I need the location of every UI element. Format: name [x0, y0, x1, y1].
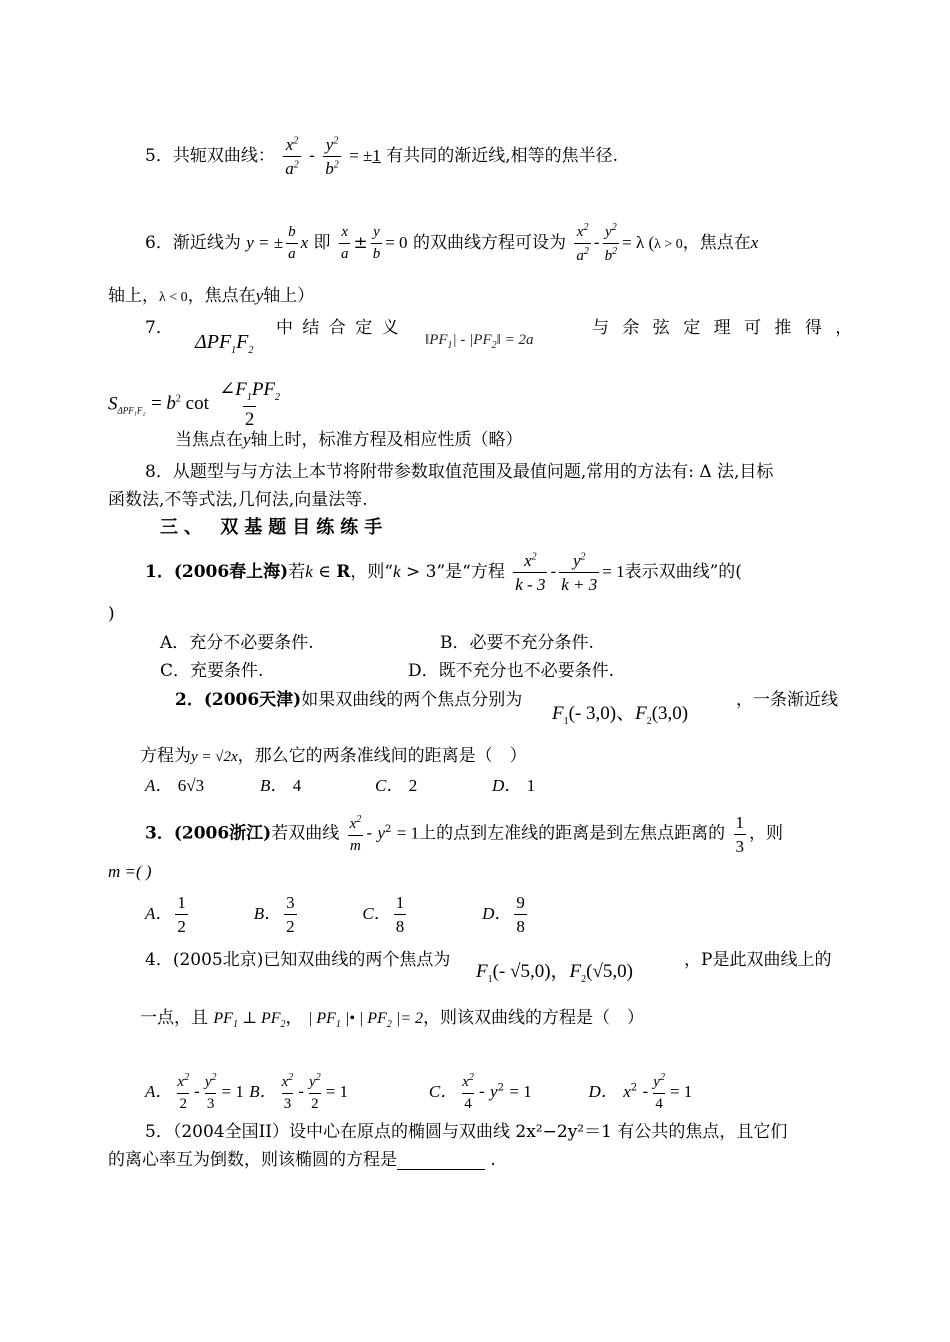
fraction: $\frac{1}{8}$	[395, 893, 405, 936]
q4-option-a[interactable]: A． $\frac{x^2}{2}$ - $\frac{y^2}{3}$ = 1	[145, 1071, 244, 1112]
q4-tail: ，P是此双曲线上的	[684, 950, 832, 970]
fraction: $\frac{y^2}{b^2}$	[325, 135, 339, 178]
q1-option-d[interactable]: D．既不充分也不必要条件.	[408, 661, 615, 681]
item7-note: 当焦点在y轴上时，标准方程及相应性质（略）	[175, 430, 523, 450]
fraction: $\frac{x^2}{3}$	[281, 1071, 294, 1112]
fraction: $\frac{x^2}{4}$	[462, 1071, 474, 1112]
fraction: $\frac{x^2}{a^2}$	[285, 135, 299, 178]
q3-options	[145, 888, 530, 940]
item8-line2: 函数法,不等式法,几何法,向量法等.	[108, 490, 368, 510]
q4-option-c[interactable]: C． $\frac{x^2}{4}$ - $y^2 = 1$	[428, 1071, 532, 1112]
fraction: $\frac{y}{b}$	[372, 224, 381, 262]
fraction: $\frac{x^2}{a^2}$	[576, 222, 589, 264]
item7-text2: 与 余 弦 定 理 可 推 得 ，	[592, 318, 857, 338]
q4-options	[145, 1062, 692, 1118]
q3-option-b[interactable]: B． $\frac{3}{2}$	[253, 893, 295, 936]
q2-tail: ，一条渐近线	[736, 690, 838, 710]
answer-blank[interactable]	[397, 1153, 485, 1170]
q4-line1: 4．(2005北京)已知双曲线的两个焦点为	[145, 950, 451, 970]
fraction: $\frac{y^2}{2}$	[309, 1071, 321, 1112]
fraction: $\frac{1}{2}$	[177, 893, 186, 936]
item6-line1: 6．渐近线为 y = ± $\frac{b}{a}$ x 即 $\frac{x}{a}$ ± $\frac{y}{b}$ = 0 的双曲线方程可设为 $\frac{x^2}{a^2}$ - $\frac{y^2}{b^2}$ = λ (λ > 0，焦点在x	[145, 222, 759, 264]
item6-line2: 轴上，λ < 0，焦点在y轴上）	[108, 286, 315, 306]
q3-line1: 3．(2006浙江)若双曲线 $\frac{x^2}{m}$ - $y^2 = 1$上的点到左准线的距离是到左焦点距离的 $\frac{1}{3}$ ，则	[145, 812, 784, 856]
fraction: $\frac{9}{8}$	[516, 893, 525, 936]
fraction: $\frac{y^2}{3}$	[204, 1071, 217, 1112]
q2-option-a[interactable]: A． 6√3	[145, 776, 205, 795]
item8-line1: 8．从题型与与方法上本节将附带参数取值范围及最值问题,常用的方法有: Δ 法,目标	[145, 462, 774, 482]
q2-line2: 方程为y = √2x，那么它的两条准线间的距离是（ ）	[140, 746, 527, 766]
q4-option-b[interactable]: B． $\frac{x^2}{3}$ - $\frac{y^2}{2}$ = 1	[249, 1071, 349, 1112]
q2-line1: 2．(2006天津)如果双曲线的两个焦点分别为	[175, 690, 523, 710]
fraction: $\frac{x^2}{2}$	[177, 1071, 190, 1112]
section-title: 三、 双基题目练练手	[160, 517, 389, 538]
q3-option-a[interactable]: A． $\frac{1}{2}$	[145, 893, 186, 936]
q1-line1: 1．(2006春上海)若k ∈ R，则“k > 3”是“方程 $\frac{x^2}{k - 3}$ - $\frac{y^2}{k + 3}$ = 1表示双曲线”的(	[145, 551, 742, 594]
fraction: $\frac{1}{3}$	[735, 812, 745, 856]
q4-line2: 一点，且 $PF_1$ ⊥ $PF_2$， | $PF_1$ |• | $PF_2$ |= 2，则该双曲线的方程是（ ）	[140, 1008, 645, 1031]
item5-line: 5．共轭双曲线： $\frac{x^2}{a^2}$ - $\frac{y^2}{b^2}$ = ±1 有共同的渐近线,相等的焦半径.	[145, 135, 619, 178]
item7-triangle: $\Delta PF_1F_2$	[195, 331, 254, 356]
q3-option-c[interactable]: C． $\frac{1}{8}$	[362, 893, 405, 936]
fraction: $\frac{3}{2}$	[286, 893, 295, 936]
q2-option-b[interactable]: B． 4	[260, 776, 302, 795]
q2-option-c[interactable]: C． 2	[375, 776, 418, 795]
item7-area-formula: $S_{\Delta PF_1F_2} = b^2$ cot $\frac{\angle F_1PF_2}{2}$	[108, 379, 281, 431]
fraction: $\frac{y^2}{4}$	[653, 1071, 665, 1112]
q3-line2: m =( )	[108, 862, 152, 881]
item7-line1: 7．	[145, 318, 173, 338]
q1-option-a[interactable]: A．充分不必要条件.	[160, 633, 314, 653]
item5-suffix: 有共同的渐近线,相等的焦半径.	[386, 146, 619, 166]
fraction: $\frac{x^2}{k - 3}$	[515, 551, 546, 594]
q5-line1: 5．（2004全国II）设中心在原点的椭圆与双曲线 2x²−2y²＝1 有公共的焦点，且它们	[145, 1122, 788, 1142]
q4-option-d[interactable]: D． $x^2$ - $\frac{y^2}{4}$ = 1	[588, 1071, 693, 1112]
q1-option-c[interactable]: C．充要条件.	[160, 661, 264, 681]
item5-text: 5．共轭双曲线：	[145, 146, 275, 166]
fraction: $\frac{y^2}{k + 3}$	[561, 551, 598, 594]
fraction: $\frac{x^2}{m}$	[349, 813, 362, 854]
fraction: $\frac{\angle F_1PF_2}{2}$	[219, 379, 281, 431]
fraction: $\frac{b}{a}$	[288, 224, 296, 262]
fraction: $\frac{y^2}{b^2}$	[604, 222, 618, 264]
q4-foci: $F_1(-$ √5,0)，$F_2(√5,0)$	[476, 961, 633, 985]
q5-line2: 的离心率互为倒数，则该椭圆的方程是 .	[108, 1150, 496, 1170]
q3-option-d[interactable]: D． $\frac{9}{8}$	[482, 893, 525, 936]
q1-option-b[interactable]: B．必要不充分条件.	[440, 633, 594, 653]
fraction: $\frac{x}{a}$	[340, 224, 349, 262]
q2-foci: $F_1(-$ 3,0)、$F_2(3,0)$	[552, 703, 689, 727]
item7-text1: 中 结 合 定 义	[276, 318, 401, 338]
q2-option-d[interactable]: D． 1	[492, 776, 536, 795]
item7-definition: $‖PF_1|$ - $|PF_2‖ = 2a$	[425, 332, 534, 351]
q1-line2: )	[108, 604, 115, 624]
